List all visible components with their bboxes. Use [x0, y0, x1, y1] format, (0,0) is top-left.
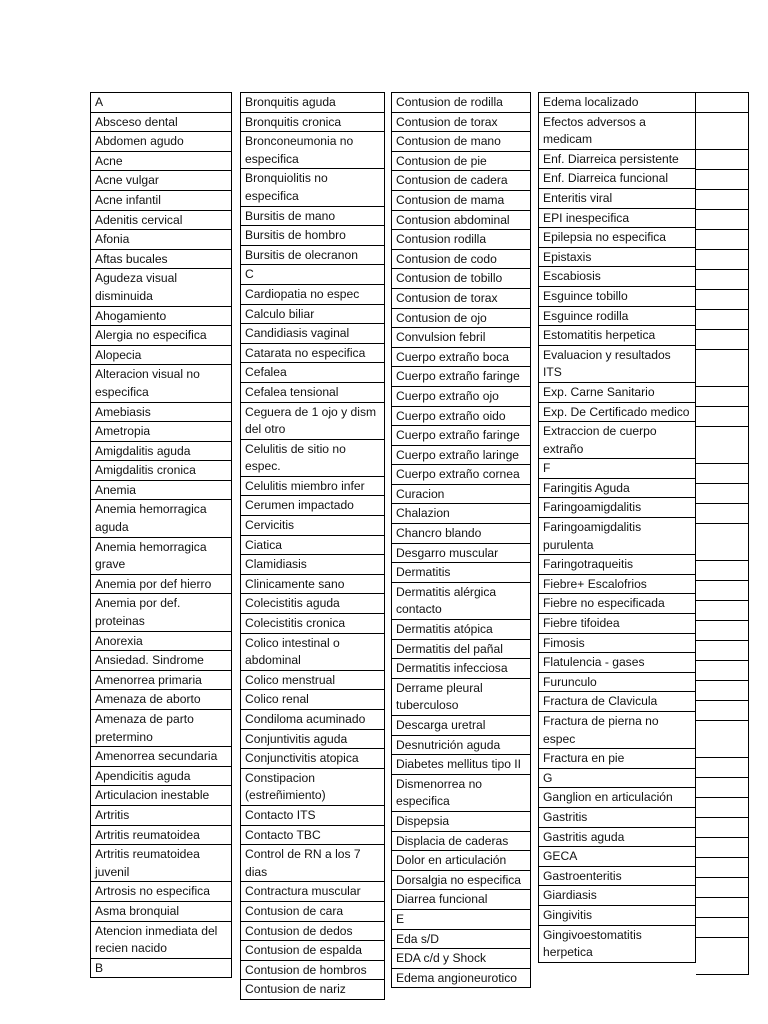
table-cell: Edema localizado [539, 93, 695, 113]
table-cell: Amigdalitis aguda [91, 442, 231, 462]
table-cell: Faringoamigdalitis purulenta [539, 518, 695, 555]
table-cell: EDA c/d y Shock [392, 949, 530, 969]
table-cell: GECA [539, 847, 695, 867]
empty-cell [696, 170, 748, 190]
table-cell: Exp. De Certificado medico [539, 403, 695, 423]
table-cell: Cuerpo extraño cornea [392, 465, 530, 485]
table-cell: Cuerpo extraño faringe [392, 367, 530, 387]
empty-cell [696, 350, 748, 387]
table-cell: Gingivitis [539, 906, 695, 926]
table-cell: Acne [91, 152, 231, 172]
table-cell: Fiebre+ Escalofrios [539, 575, 695, 595]
table-cell: Colico renal [241, 690, 384, 710]
table-cell: Enf. Diarreica funcional [539, 169, 695, 189]
table-cell: Dorsalgia no especifica [392, 871, 530, 891]
table-cell: Amenaza de parto pretermino [91, 710, 231, 747]
empty-column [696, 92, 749, 975]
table-cell: Alergia no especifica [91, 326, 231, 346]
table-cell: Epistaxis [539, 248, 695, 268]
table-cell: Desgarro muscular [392, 544, 530, 564]
table-cell: Dermatitis atópica [392, 620, 530, 640]
table-cell: Cuerpo extraño oido [392, 407, 530, 427]
table-cell: Diarrea funcional [392, 890, 530, 910]
table-cell: Articulacion inestable [91, 786, 231, 806]
table-cell: Faringoamigdalitis [539, 498, 695, 518]
table-cell: Derrame pleural tuberculoso [392, 679, 530, 716]
empty-cell [696, 798, 748, 818]
table-cell: Efectos adversos a medicam [539, 113, 695, 150]
table-cell: Acne vulgar [91, 171, 231, 191]
column-c-e [391, 92, 531, 988]
empty-cell [696, 290, 748, 310]
empty-cell [696, 113, 748, 150]
table-cell: Fiebre tifoidea [539, 614, 695, 634]
table-cell: Anemia por def hierro [91, 575, 231, 595]
column-b-c [240, 92, 385, 1000]
table-cell: Contusion de torax [392, 289, 530, 309]
table-cell: Faringotraqueitis [539, 555, 695, 575]
table-cell: Atencion inmediata del recien nacido [91, 922, 231, 959]
table-cell: Absceso dental [91, 113, 231, 133]
empty-cell [696, 721, 748, 758]
table-cell: Fractura en pie [539, 749, 695, 769]
table-cell: E [392, 910, 530, 930]
empty-cell [696, 270, 748, 290]
table-cell: Constipacion (estreñimiento) [241, 769, 384, 806]
table-cell: Chancro blando [392, 524, 530, 544]
table-cell: Curacion [392, 485, 530, 505]
table-cell: Contractura muscular [241, 882, 384, 902]
table-cell: Bronconeumonia no especifica [241, 132, 384, 169]
table-cell: Agudeza visual disminuida [91, 269, 231, 306]
table-cell: Artritis reumatoidea juvenil [91, 845, 231, 882]
table-cell: Escabiosis [539, 267, 695, 287]
table-cell: Contusion de espalda [241, 941, 384, 961]
empty-cell [696, 464, 748, 484]
table-cell: Cerumen impactado [241, 496, 384, 516]
table-cell: Desnutrición aguda [392, 736, 530, 756]
table-cell: Apendicitis aguda [91, 767, 231, 787]
table-cell: Aftas bucales [91, 250, 231, 270]
table-cell: Catarata no especifica [241, 344, 384, 364]
table-cell: Contusion de mama [392, 191, 530, 211]
empty-cell [696, 561, 748, 581]
table-cell: Dermatitis [392, 563, 530, 583]
empty-cell [696, 818, 748, 838]
table-cell: Contusion de hombros [241, 961, 384, 981]
table-cell: Faringitis Aguda [539, 479, 695, 499]
table-cell: Amenorrea secundaria [91, 747, 231, 767]
table-cell: Bronquiolitis no especifica [241, 169, 384, 206]
table-cell: Contusion de cara [241, 902, 384, 922]
table-cell: Epilepsia no especifica [539, 228, 695, 248]
table-cell: Condiloma acuminado [241, 710, 384, 730]
empty-cell [696, 838, 748, 858]
table-cell: Contusion de cadera [392, 171, 530, 191]
empty-cell [696, 484, 748, 504]
table-cell: Cervicitis [241, 516, 384, 536]
empty-cell [696, 858, 748, 878]
table-cell: Esguince rodilla [539, 307, 695, 327]
table-cell: Edema angioneurotico [392, 969, 530, 989]
empty-cell [696, 601, 748, 621]
table-cell: Exp. Carne Sanitario [539, 383, 695, 403]
empty-cell [696, 898, 748, 918]
table-cell: Contusion de pie [392, 152, 530, 172]
table-cell: Colecistitis cronica [241, 614, 384, 634]
table-cell: Abdomen agudo [91, 132, 231, 152]
empty-cell [696, 641, 748, 661]
table-cell: Gastroenteritis [539, 867, 695, 887]
table-cell: Evaluacion y resultados ITS [539, 346, 695, 383]
empty-cell [696, 701, 748, 721]
table-cell: Alteracion visual no especifica [91, 365, 231, 402]
table-cell: Ganglion en articulación [539, 788, 695, 808]
empty-cell [696, 918, 748, 938]
table-cell: G [539, 769, 695, 789]
table-cell: Dispepsia [392, 812, 530, 832]
table-cell: Gastritis [539, 808, 695, 828]
table-cell: Anemia hemorragica aguda [91, 500, 231, 537]
table-cell: Contusion rodilla [392, 230, 530, 250]
table-cell: Candidiasis vaginal [241, 324, 384, 344]
table-cell: Flatulencia - gases [539, 653, 695, 673]
table-cell: Dismenorrea no especifica [392, 775, 530, 812]
table-cell: Ametropia [91, 422, 231, 442]
table-cell: Extraccion de cuerpo extraño [539, 422, 695, 459]
table-cell: Contusion de nariz [241, 980, 384, 1000]
table-cell: Enteritis viral [539, 189, 695, 209]
table-cell: Amenaza de aborto [91, 690, 231, 710]
table-cell: Bronquitis cronica [241, 113, 384, 133]
table-cell: Contacto TBC [241, 826, 384, 846]
table-cell: Fimosis [539, 634, 695, 654]
empty-cell [696, 150, 748, 170]
empty-cell [696, 581, 748, 601]
table-cell: Bursitis de olecranon [241, 246, 384, 266]
table-cell: Diabetes mellitus tipo II [392, 755, 530, 775]
empty-cell [696, 621, 748, 641]
table-cell: Eda s/D [392, 930, 530, 950]
table-cell: Gastritis aguda [539, 828, 695, 848]
table-cell: Anemia [91, 481, 231, 501]
empty-cell [696, 250, 748, 270]
table-cell: Cefalea [241, 363, 384, 383]
table-cell: Artritis [91, 806, 231, 826]
table-cell: Ansiedad. Sindrome [91, 651, 231, 671]
table-cell: Acne infantil [91, 191, 231, 211]
table-cell: Artritis reumatoidea [91, 826, 231, 846]
table-cell: Bronquitis aguda [241, 93, 384, 113]
empty-cell [696, 778, 748, 798]
empty-cell [696, 504, 748, 524]
table-cell: Convulsion febril [392, 328, 530, 348]
empty-cell [696, 427, 748, 464]
empty-cell [696, 310, 748, 330]
empty-cell [696, 230, 748, 250]
table-cell: Anemia por def. proteinas [91, 594, 231, 631]
table-cell: Bursitis de hombro [241, 226, 384, 246]
table-cell: Clamidiasis [241, 555, 384, 575]
table-cell: Displacia de caderas [392, 832, 530, 852]
column-a-b [90, 92, 232, 978]
table-cell: Adenitis cervical [91, 211, 231, 231]
empty-cell [696, 387, 748, 407]
table-cell: Calculo biliar [241, 305, 384, 325]
table-cell: F [539, 459, 695, 479]
table-cell: Artrosis no especifica [91, 882, 231, 902]
table-cell: Anemia hemorragica grave [91, 538, 231, 575]
table-cell: Esguince tobillo [539, 287, 695, 307]
table-cell: Fractura de pierna no espec [539, 712, 695, 749]
table-cell: A [91, 93, 231, 113]
empty-cell [696, 93, 748, 113]
table-cell: Dermatitis alérgica contacto [392, 583, 530, 620]
table-cell: Contusion de torax [392, 113, 530, 133]
table-cell: Contusion de rodilla [392, 93, 530, 113]
table-cell: Celulitis miembro infer [241, 477, 384, 497]
table-cell: Colico menstrual [241, 671, 384, 691]
empty-cell [696, 661, 748, 681]
table-cell: Enf. Diarreica persistente [539, 150, 695, 170]
empty-cell [696, 210, 748, 230]
table-cell: B [91, 959, 231, 979]
table-cell: Furunculo [539, 673, 695, 693]
table-cell: Amebiasis [91, 403, 231, 423]
table-cell: Gingivoestomatitis herpetica [539, 926, 695, 963]
table-cell: EPI inespecifica [539, 209, 695, 229]
table-cell: Asma bronquial [91, 902, 231, 922]
empty-cell [696, 190, 748, 210]
table-cell: Colecistitis aguda [241, 594, 384, 614]
table-cell: Dolor en articulación [392, 851, 530, 871]
table-cell: Ceguera de 1 ojo y dism del otro [241, 403, 384, 440]
table-cell: Dermatitis del pañal [392, 640, 530, 660]
empty-cell [696, 524, 748, 561]
table-cell: Cuerpo extraño laringe [392, 446, 530, 466]
table-cell: Alopecia [91, 346, 231, 366]
table-cell: Cuerpo extraño boca [392, 348, 530, 368]
table-cell: Contusion de codo [392, 250, 530, 270]
table-cell: Amenorrea primaria [91, 671, 231, 691]
table-cell: Contusion de tobillo [392, 269, 530, 289]
empty-cell [696, 758, 748, 778]
table-cell: Cuerpo extraño faringe [392, 426, 530, 446]
table-cell: Cardiopatia no espec [241, 285, 384, 305]
table-cell: Chalazion [392, 504, 530, 524]
table-cell: Clinicamente sano [241, 575, 384, 595]
table-cell: Dermatitis infecciosa [392, 659, 530, 679]
empty-cell [696, 878, 748, 898]
table-cell: Celulitis de sitio no espec. [241, 440, 384, 477]
table-cell: Estomatitis herpetica [539, 326, 695, 346]
table-cell: Contacto ITS [241, 806, 384, 826]
table-cell: Afonia [91, 230, 231, 250]
table-cell: Ahogamiento [91, 307, 231, 327]
table-cell: Control de RN a los 7 dias [241, 845, 384, 882]
empty-cell [696, 330, 748, 350]
table-cell: Fiebre no especificada [539, 594, 695, 614]
table-cell: Conjuntivitis aguda [241, 730, 384, 750]
column-e-g [538, 92, 696, 963]
table-cell: Colico intestinal o abdominal [241, 634, 384, 671]
table-cell: Contusion abdominal [392, 211, 530, 231]
table-cell: Anorexia [91, 632, 231, 652]
empty-cell [696, 938, 748, 975]
table-cell: Cuerpo extraño ojo [392, 387, 530, 407]
table-cell: Fractura de Clavicula [539, 692, 695, 712]
table-cell: C [241, 265, 384, 285]
empty-cell [696, 681, 748, 701]
table-cell: Ciatica [241, 536, 384, 556]
empty-cell [696, 407, 748, 427]
table-cell: Contusion de mano [392, 132, 530, 152]
table-cell: Amigdalitis cronica [91, 461, 231, 481]
table-cell: Cefalea tensional [241, 383, 384, 403]
table-cell: Contusion de dedos [241, 922, 384, 942]
table-cell: Conjunctivitis atopica [241, 749, 384, 769]
table-cell: Contusion de ojo [392, 309, 530, 329]
table-cell: Giardiasis [539, 886, 695, 906]
table-cell: Bursitis de mano [241, 207, 384, 227]
table-cell: Descarga uretral [392, 716, 530, 736]
